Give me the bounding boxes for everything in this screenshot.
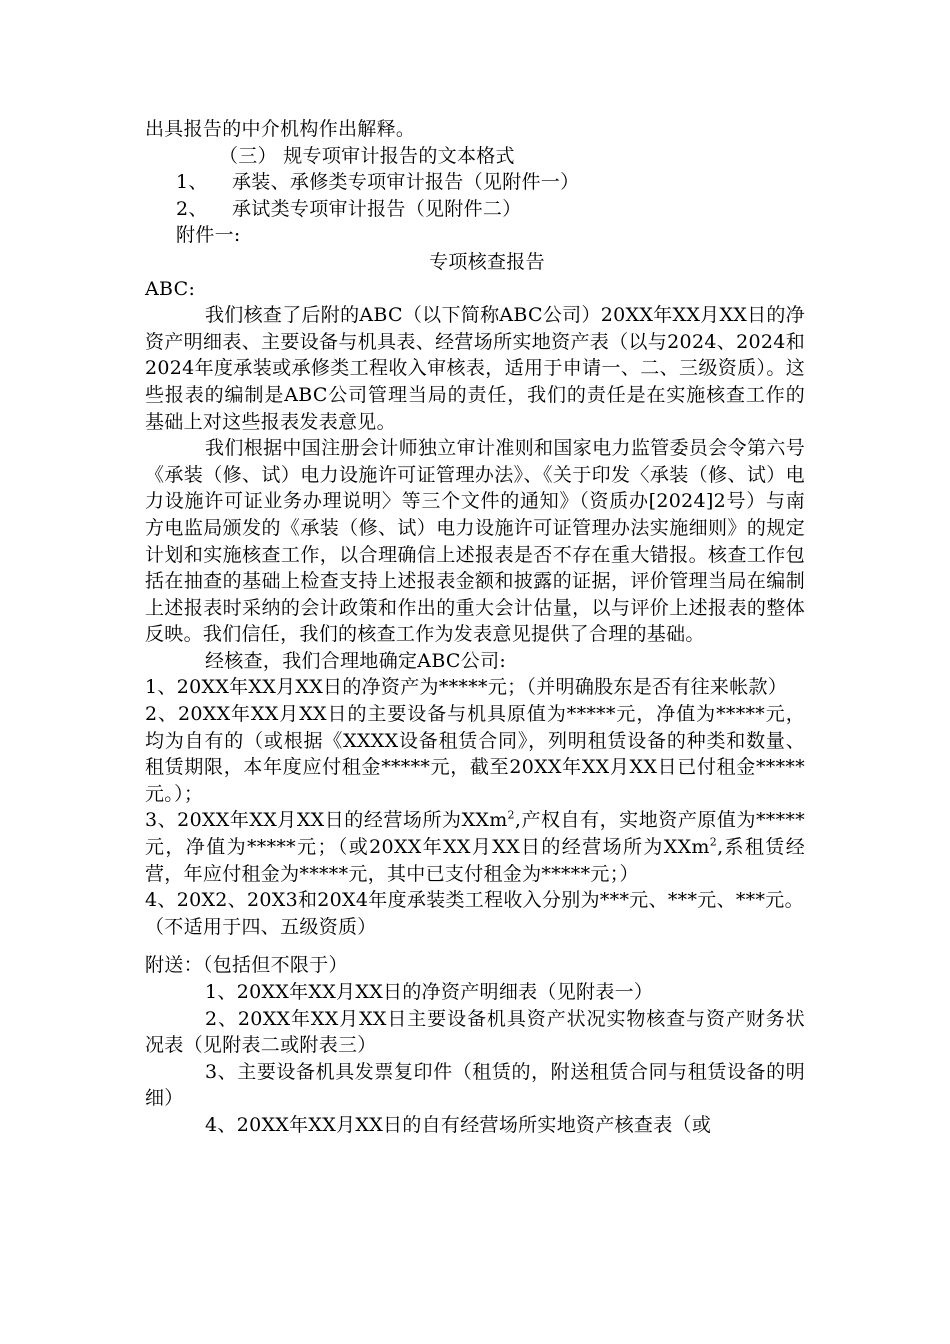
enclosure-item: 1、20XX年XX月XX日的净资产明细表（见附表一）: [205, 981, 654, 1003]
spacer: [145, 940, 805, 952]
finding-text: ,系租赁经营，年应付租金为*****元，其中已支付租金为*****元；）: [145, 836, 805, 885]
report-title: 专项核查报告: [429, 250, 545, 273]
superscript: 2: [709, 835, 718, 849]
applicability-note: （不适用于四、五级资质）: [145, 915, 377, 938]
paragraph-scope: 我们核查了后附的ABC（以下简称ABC公司）20XX年XX月XX日的净资产明细表、主要设备与机具表、经营场所实地资产表（以与2024、2024和2024年度承装或承修类工程收入审核表，适用于申请一、二、三级资质）。这些报表的编制是ABC公司管理当局的责任，我们的责任是在实施核查工作的基础上对这些报表发表意见。: [145, 304, 805, 433]
enclosure-label: 附送：（包括但不限于）: [145, 954, 348, 977]
enclosure-item: 2、20XX年XX月XX日主要设备机具资产状况实物核查与资产财务状况表（见附表二或附表三）: [145, 1007, 805, 1057]
document-page: [145, 116, 805, 1139]
intro-tail: 出具报告的中介机构作出解释。: [145, 118, 416, 140]
finding-item: 4、20X2、20X3和20X4年度承装类工程收入分别为***元、***元、***元。: [145, 889, 804, 912]
list-item: [145, 169, 805, 196]
finding-text: 3、20XX年XX月XX日的经营场所为XXm: [145, 809, 508, 832]
list-item-text: 承装、承修类专项审计报告（见附件一）: [232, 171, 580, 194]
list-item-text: 承试类专项审计报告（见附件二）: [232, 197, 522, 220]
enclosure-item: 3、主要设备机具发票复印件（租赁的，附送租赁合同与租赁设备的明细）: [145, 1060, 805, 1110]
paragraph-conclusion-intro: 经核查，我们合理地确定ABC公司:: [205, 649, 507, 672]
finding-item: [145, 807, 805, 887]
addressee: ABC:: [145, 277, 196, 300]
list-item-number: 1、: [176, 171, 208, 194]
finding-text: ,产权自有，实地资产原值为*****元，净值为*****元；（或20XX年XX月XX日的经营场所为XXm: [145, 809, 805, 859]
paragraph-basis: 我们根据中国注册会计师独立审计准则和国家电力监管委员会令第六号《承装（修、试）电力设施许可证管理办法》、《关于印发〈承装（修、试）电力设施许可证业务办理说明〉等三个文件的通知》（资质办[2024]2号）与南方电监局颁发的《承装（修、试）电力设施许可证管理办法实施细则》的规定计划和实施核查工作，以合理确信上述报表是否不存在重大错报。核查工作包括在抽查的基础上检查支持上述报表金额和披露的证据，评价管理当局在编制上述报表时采纳的会计政策和作出的重大会计估量，以与评价上述报表的整体反映。我们信任，我们的核查工作为发表意见提供了合理的基础。: [145, 437, 805, 646]
section-heading: （三） 规专项审计报告的文本格式: [219, 144, 515, 167]
list-item-number: 2、: [176, 197, 208, 220]
finding-item: 1、20XX年XX月XX日的净资产为*****元；（并明确股东是否有往来帐款）: [145, 676, 788, 699]
attachment-label: 附件一:: [176, 224, 241, 247]
enclosure-item: 4、20XX年XX月XX日的自有经营场所实地资产核查表（或: [205, 1113, 712, 1136]
list-item: [145, 196, 805, 223]
finding-item: 2、20XX年XX月XX日的主要设备与机具原值为*****元，净值为*****元，均为自有的（或根据《XXXX设备租赁合同》，列明租赁设备的种类和数量、租赁期限，本年度应付租金*****元，截至20XX年XX月XX日已付租金*****元。）；: [145, 703, 805, 805]
superscript: 2: [507, 809, 515, 823]
